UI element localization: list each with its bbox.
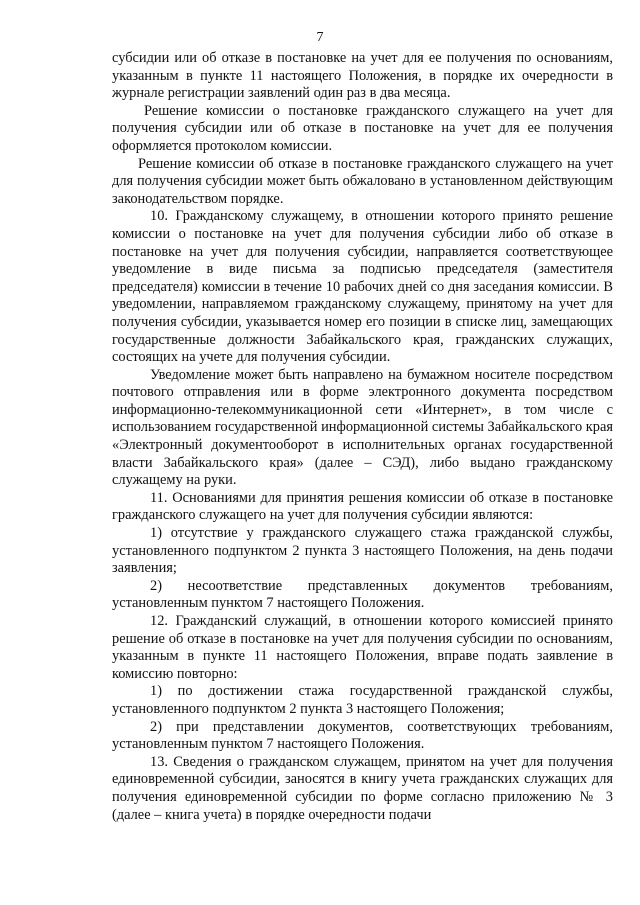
document-body — [112, 50, 613, 824]
paragraph-item-12-1: 1) по достижении стажа государственной гражданской службы, установленного подпунктом 2 пункта 3 настоящего Положения; — [112, 683, 613, 717]
paragraph-item-12: 12. Гражданский служащий, в отношении которого комиссией принято решение об отказе в постановке на учет для получения субсидии по основаниям, указанным в пункте 11 настоящего Положения, вправе подать заявление в комиссию повторно: — [112, 613, 613, 682]
paragraph-item-11-1: 1) отсутствие у гражданского служащего стажа гражданской службы, установленного подпунктом 2 пункта 3 настоящего Положения, на день подачи заявления; — [112, 525, 613, 577]
paragraph-notification: Уведомление может быть направлено на бумажном носителе посредством почтового отправления или в форме электронного документа посредством информационно-телекоммуникационной сети «Интернет», в том числе с использованием государственной информационной системы Забайкальского края «Электронный документооборот в исполнительных органах государственной власти Забайкальского края» (далее – СЭД), либо выдано гражданскому служащему на руки. — [112, 366, 613, 489]
paragraph-decision-protocol: Решение комиссии о постановке гражданского служащего на учет для получения субсидии или об отказе в постановке на учет для ее получения оформляется протоколом комиссии. — [112, 102, 613, 154]
paragraph-item-12-2: 2) при представлении документов, соответствующих требованиям, установленным пунктом 7 настоящего Положения. — [112, 718, 613, 753]
paragraph-continuation: субсидии или об отказе в постановке на учет для ее получения по основаниям, указанным в пункте 11 настоящего Положения, в порядке их очередности в журнале регистрации заявлений один раз в два месяца. — [112, 50, 613, 102]
paragraph-item-11: 11. Основаниями для принятия решения комиссии об отказе в постановке гражданского служащего на учет для получения субсидии являются: — [112, 489, 613, 524]
paragraph-item-11-2: 2) несоответствие представленных документов требованиям, установленным пунктом 7 настоящего Положения. — [112, 577, 613, 612]
paragraph-item-10: 10. Гражданскому служащему, в отношении которого принято решение комиссии о постановке на учет для получения субсидии либо об отказе в постановке на учет для получения субсидии, направляется соответствующее уведомление в виде письма за подписью председателя (заместителя председателя) комиссии в течение 10 рабочих дней со дня заседания комиссии. В уведомлении, направляемом гражданскому служащему, принятому на учет для получения субсидии, указывается номер его позиции в списке лиц, замещающих государственные должности Забайкальского края, гражданских служащих, состоящих на учете для получения субсидии. — [112, 208, 613, 366]
paragraph-item-13: 13. Сведения о гражданском служащем, принятом на учет для получения единовременной субсидии, заносятся в книгу учета гражданских служащих для получения единовременной субсидии по форме согласно приложению № 3 (далее – книга учета) в порядке очередности подачи — [112, 753, 613, 823]
page-number: 7 — [316, 30, 324, 45]
paragraph-decision-appeal: Решение комиссии об отказе в постановке гражданского служащего на учет для получения субсидии может быть обжаловано в установленном действующим законодательством порядке. — [112, 155, 613, 207]
